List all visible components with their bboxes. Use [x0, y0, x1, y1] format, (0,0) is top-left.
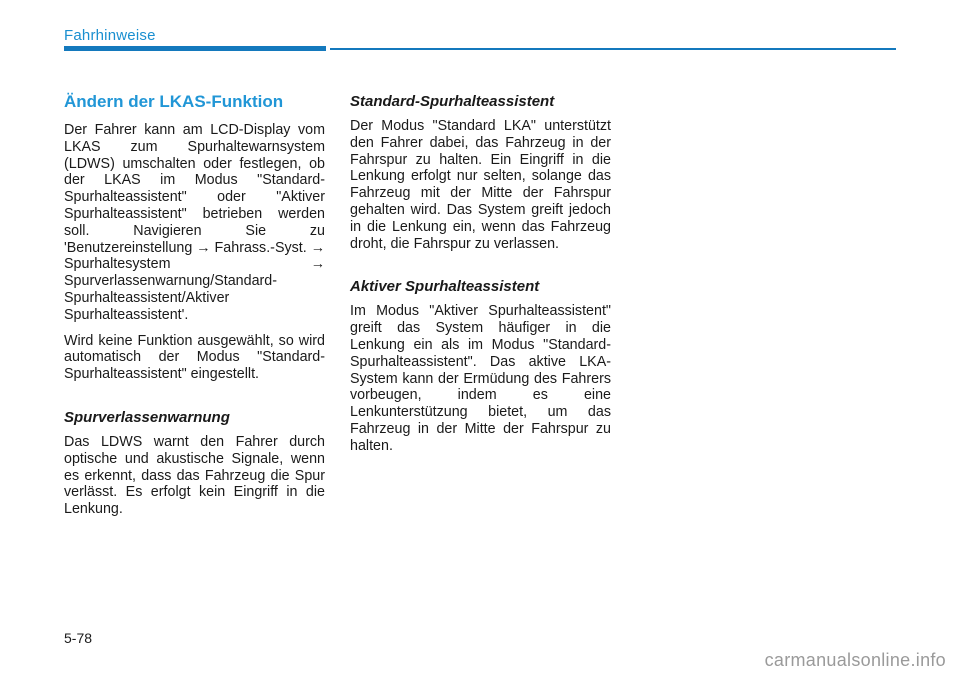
paragraph-standard-lka: Der Modus "Standard LKA" unterstützt den Fahrer dabei, das Fahrzeug in der Fahrspur zu halten. Ein Eingriff in die Lenkung erfolgt nur selten, solange das Fahrzeug mit der Mitte der Fahrspur gehalten wird. Das System greift jedoch in die Lenkung ein, wenn das Fahrzeug droht, die Fahrspur zu verlassen.	[350, 118, 611, 252]
sub-heading-standard-lka: Standard-Spurhalteassistent	[350, 93, 555, 110]
paragraph-default-mode: Wird keine Funktion ausgewählt, so wird automatisch der Modus "Standard-Spurhalteassistent" eingestellt.	[64, 332, 325, 383]
header-rule-thin	[330, 48, 896, 50]
watermark: carmanualsonline.info	[764, 650, 946, 670]
section-heading-lkas: Ändern der LKAS-Funktion	[64, 92, 284, 111]
paragraph-aktiver-lka: Im Modus "Aktiver Spurhalteassistent" greift das System häufiger in die Lenkung ein als im Modus "Standard-Spurhalteassistent". Das aktive LKA-System kann der Ermüdung des Fahrers vorbeugen, indem es eine Lenkunterstützung bietet, um das Fahrzeug in der Mitte der Fahrspur zu halten.	[350, 303, 611, 454]
header-title: Fahrhinweise	[64, 27, 156, 44]
left-column	[64, 92, 325, 527]
paragraph-ldws: Das LDWS warnt den Fahrer durch optische und akustische Signale, wenn es erkennt, dass das Fahrzeug die Spur verlässt. Es erfolgt kein Eingriff in die Lenkung.	[64, 433, 325, 518]
page-number: 5-78	[64, 630, 93, 646]
header-rule-thick	[64, 46, 326, 51]
sub-heading-spurverlassenwarnung: Spurverlassenwarnung	[64, 408, 230, 426]
right-column	[350, 92, 611, 464]
sub-heading-aktiver-lka: Aktiver Spurhalteassistent	[350, 278, 540, 296]
paragraph-lkas-switch: Der Fahrer kann am LCD-Display vom LKAS zum Spurhaltewarnsystem (LDWS) umschalten oder festlegen, ob der LKAS im Modus "Standard-Spurhalteassistent" oder "Aktiver Spurhalteassistent" betrieben werden soll. Navigieren Sie zu 'Benutzereinstellung → Fahrass.-Syst. → Spurhaltesystem → Spurverlassenwarnung/Standard-Spurhalteassistent/Aktiver Spurhalteassistent'.	[64, 122, 325, 323]
